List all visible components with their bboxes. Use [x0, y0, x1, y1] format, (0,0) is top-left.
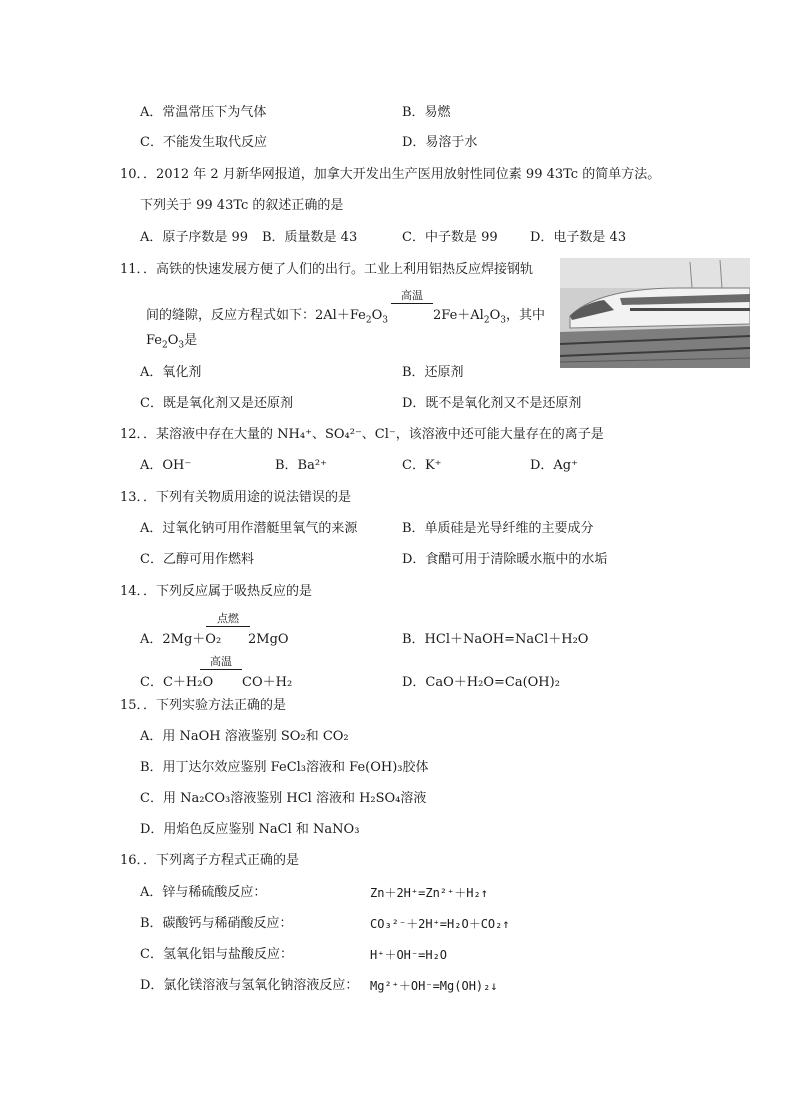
q13-stem: 13．．下列有关物质用途的说法错误的是: [120, 490, 352, 505]
q11-stem-line3: $Fe_2O_3$是: [146, 333, 198, 351]
q13-option-d: D．食醋可用于清除暖水瓶中的水垢: [402, 552, 608, 567]
q14-option-c-right: CO＋H₂: [242, 675, 293, 690]
q9-option-a: A．常温常压下为气体: [140, 105, 267, 120]
q10-option-a: A．原子序数是 99: [140, 230, 249, 245]
q14-option-d: D．CaO＋H₂O=Ca(OH)₂: [402, 675, 560, 690]
q14-condition-c-text: 高温: [210, 655, 232, 668]
q14-condition-c-bar: [200, 669, 242, 670]
q13-option-c: C．乙醇可用作燃料: [140, 552, 254, 567]
q13-option-b: B．单质硅是光导纤维的主要成分: [402, 521, 594, 536]
q14-option-a-condition: [206, 613, 250, 627]
q11-equation-suffix: ，其中: [505, 308, 545, 323]
q16-option-b-equation: CO₃²⁻＋2H⁺=H₂O＋CO₂↑: [370, 917, 510, 931]
q15-option-b: B．用丁达尔效应鉴别 FeCl₃溶液和 Fe(OH)₃胶体: [140, 760, 429, 775]
q11-equation-product: 2Fe＋Al: [433, 308, 484, 323]
q10-option-c: C．中子数是 99: [402, 230, 498, 245]
q10-stem-line2: 下列关于 99 43Tc 的叙述正确的是: [140, 198, 344, 213]
q12-option-d: D．Ag⁺: [530, 458, 578, 473]
q9-option-d: D．易溶于水: [402, 135, 478, 150]
q12-option-b: B．Ba²⁺: [275, 458, 327, 473]
q11-equation-left: 间的缝隙，反应方程式如下：$2Al+Fe_2O_3$: [146, 308, 388, 326]
q14-option-a-left: A．2Mg＋O₂: [140, 632, 222, 647]
q10-option-d: D．电子数是 43: [530, 230, 627, 245]
q14-option-b: B．HCl＋NaOH=NaCl＋H₂O: [402, 632, 589, 647]
q9-option-c: C．不能发生取代反应: [140, 135, 267, 150]
q16-option-c-equation: H⁺＋OH⁻=H₂O: [370, 948, 448, 962]
high-speed-train-photo: [560, 258, 750, 368]
q15-option-d: D．用焰色反应鉴别 NaCl 和 NaNO₃: [140, 822, 360, 837]
q16-option-c-label: C．氢氧化铝与盐酸反应：: [140, 947, 293, 962]
q11-stem-line3-suffix: 是: [184, 333, 198, 348]
q13-option-a: A．过氧化钠可用作潜艇里氧气的来源: [140, 521, 358, 536]
q11-option-b: B．还原剂: [402, 365, 464, 380]
q14-option-c-left: C．C＋H₂O: [140, 675, 214, 690]
q14-condition-a-text: 点燃: [217, 612, 239, 625]
q10-option-b: B．质量数是 43: [262, 230, 358, 245]
q11-condition-bar: [391, 303, 433, 304]
q16-stem: 16．．下列离子方程式正确的是: [120, 853, 300, 868]
q15-stem: 15．．下列实验方法正确的是: [120, 698, 287, 713]
q12-option-c: C．K⁺: [402, 458, 442, 473]
q16-option-b-label: B．碳酸钙与稀硝酸反应：: [140, 916, 293, 931]
q11-option-d: D．既不是氧化剂又不是还原剂: [402, 396, 582, 411]
q10-stem-line1: 10．．2012 年 2 月新华网报道，加拿大开发出生产医用放射性同位素 99 43Tc 的简单方法。: [120, 167, 661, 182]
q11-option-c: C．既是氧化剂又是还原剂: [140, 396, 293, 411]
q16-option-d-equation: Mg²⁺＋OH⁻=Mg(OH)₂↓: [370, 979, 498, 993]
q15-option-c: C．用 Na₂CO₃溶液鉴别 HCl 溶液和 H₂SO₄溶液: [140, 791, 427, 806]
q16-option-d-label: D．氯化镁溶液与氢氧化钠溶液反应：: [140, 978, 359, 993]
q15-option-a: A．用 NaOH 溶液鉴别 SO₂和 CO₂: [140, 729, 349, 744]
q11-reaction-condition: [391, 290, 433, 304]
q11-equation-right: $2Fe+Al_2O_3$，其中: [433, 308, 545, 326]
q12-option-a: A．OH⁻: [140, 458, 192, 473]
q16-option-a-label: A．锌与稀硫酸反应：: [140, 885, 267, 900]
q11-stem-line1: 11．．高铁的快速发展方便了人们的出行。工业上利用铝热反应焊接钢轨: [120, 262, 534, 277]
q14-condition-a-bar: [206, 626, 250, 627]
q14-option-c-condition: [200, 656, 242, 670]
q11-equation-prefix: 间的缝隙，反应方程式如下：2Al＋Fe: [146, 308, 366, 323]
q9-option-b: B．易燃: [402, 105, 451, 120]
q11-option-a: A．氧化剂: [140, 365, 202, 380]
q14-option-a-right: 2MgO: [248, 632, 289, 647]
q14-stem: 14．．下列反应属于吸热反应的是: [120, 584, 313, 599]
q12-stem: 12．．某溶液中存在大量的 NH₄⁺、SO₄²⁻、Cl⁻，该溶液中还可能大量存在的离子是: [120, 427, 604, 442]
q16-option-a-equation: Zn＋2H⁺=Zn²⁺＋H₂↑: [370, 886, 488, 900]
q11-condition-text: 高温: [401, 289, 423, 302]
